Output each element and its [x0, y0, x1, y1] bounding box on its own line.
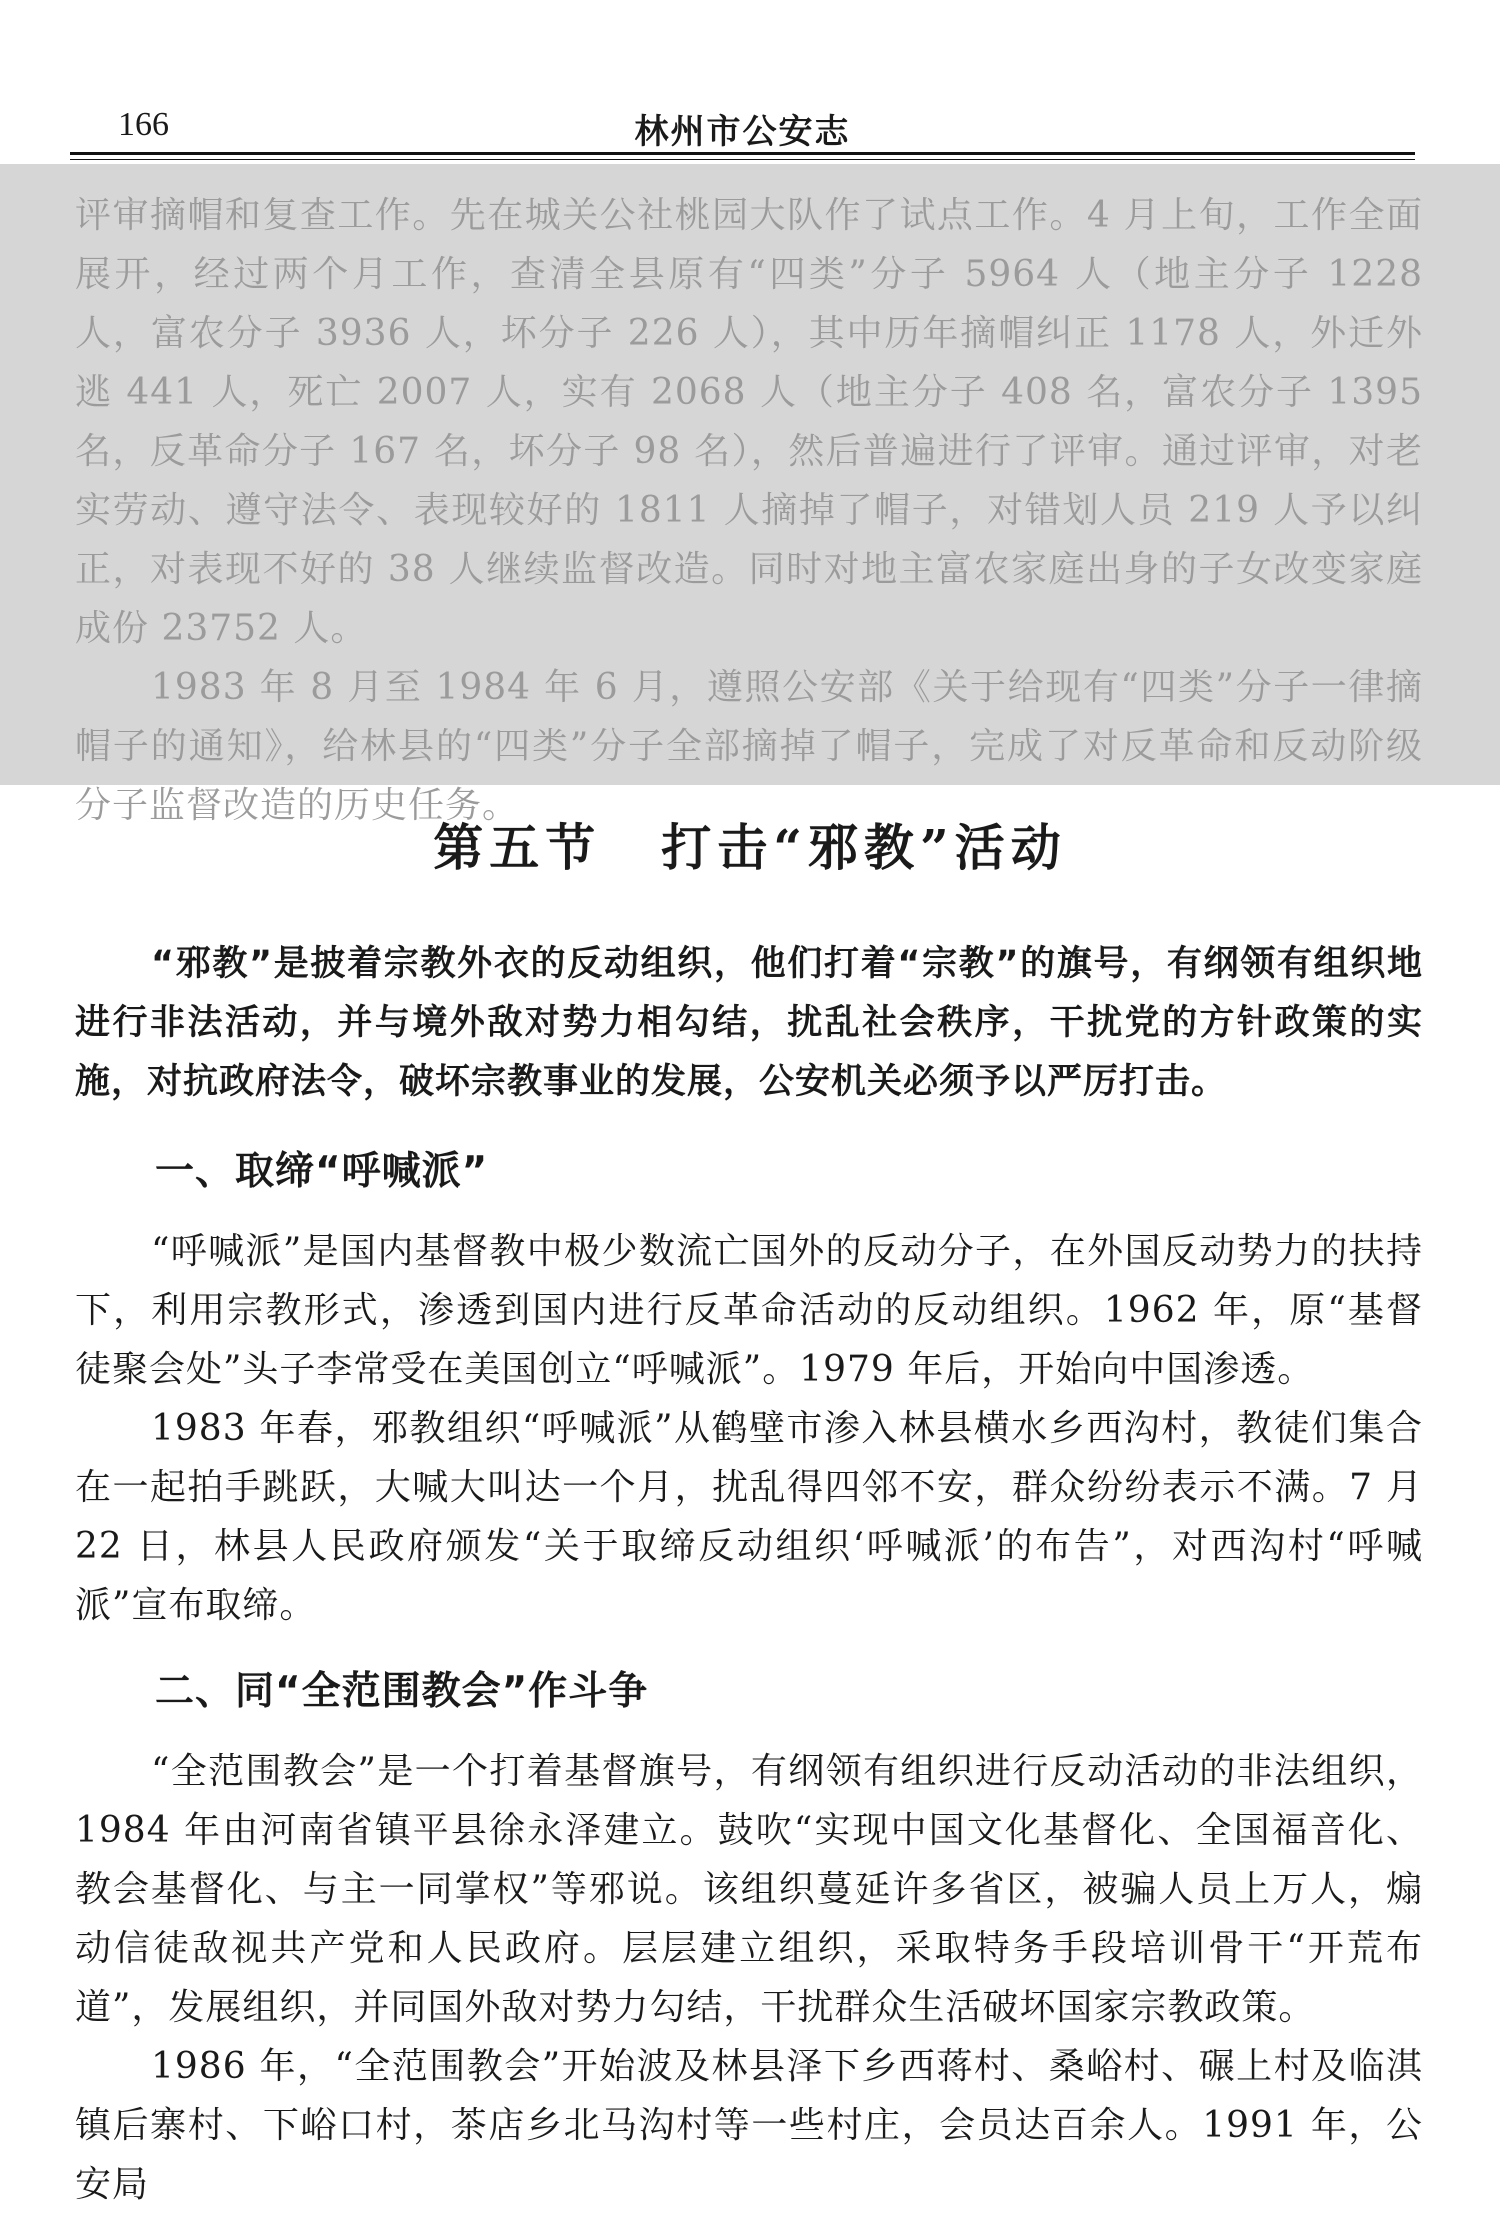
header-rule-thin: [70, 159, 1415, 160]
subsection-1-paragraph-2: 1983 年春，邪教组织“呼喊派”从鹤壁市渗入林县横水乡西沟村，教徒们集合在一起拍手跳跃，大喊大叫达一个月，扰乱得四邻不安，群众纷纷表示不满。7 月 22 日，林县人民政府颁发“关于取缔反动组织‘呼喊派’的布告”，对西沟村“呼喊派”宣布取缔。: [75, 1408, 1423, 1626]
section-intro-area: [75, 935, 1423, 1112]
faded-paragraph-1: 评审摘帽和复查工作。先在城关公社桃园大队作了试点工作。4 月上旬，工作全面展开，经过两个月工作，查清全县原有“四类”分子 5964 人（地主分子 1228 人，富农分子 3936 人，坏分子 226 人），其中历年摘帽纠正 1178 人，外迁外逃 441 人，死亡 2007 人，实有 2068 人（地主分子 408 名，富农分子 1395 名，反革命分子 167 名，坏分子 98 名），然后普遍进行了评审。通过评审，对老实劳动、遵守法令、表现较好的 1811 人摘掉了帽子，对错划人员 219 人予以纠正，对表现不好的 38 人继续监督改造。同时对地主富农家庭出身的子女改变家庭成份 23752 人。: [75, 195, 1423, 649]
page-number: 166: [118, 106, 169, 143]
section-title-text: 打击“邪教”活动: [661, 818, 1067, 877]
subsection-heading-2: 二、同“全范围教会”作斗争: [155, 1669, 649, 1714]
faded-text-block: [0, 164, 1500, 826]
page-header: [70, 98, 1415, 160]
subsection-1-paragraph-1: “呼喊派”是国内基督教中极少数流亡国外的反动分子，在外国反动势力的扶持下，利用宗教形式，渗透到国内进行反革命活动的反动组织。1962 年，原“基督徒聚会处”头子李常受在美国创立“呼喊派”。1979 年后，开始向中国渗透。: [75, 1231, 1423, 1390]
subsection-1-body: [75, 1222, 1423, 1635]
subsection-2-paragraph-1: “全范围教会”是一个打着基督旗号，有纲领有组织进行反动活动的非法组织，1984 年由河南省镇平县徐永泽建立。鼓吹“实现中国文化基督化、全国福音化、教会基督化、与主一同掌权”等邪说。该组织蔓延许多省区，被骗人员上万人，煽动信徒敌视共产党和人民政府。层层建立组织，采取特务手段培训骨干“开荒布道”，发展组织，并同国外敌对势力勾结，干扰群众生活破坏国家宗教政策。: [75, 1751, 1423, 2028]
section-intro: “邪教”是披着宗教外衣的反动组织，他们打着“宗教”的旗号，有纲领有组织地进行非法活动，并与境外敌对势力相勾结，扰乱社会秩序，干扰党的方针政策的实施，对抗政府法令，破坏宗教事业的发展，公安机关必须予以严厉打击。: [75, 944, 1423, 1102]
subsection-2-body: [75, 1742, 1423, 2214]
faded-text-area: [75, 186, 1423, 835]
subsection-2-paragraph-2: 1986 年，“全范围教会”开始波及林县泽下乡西蒋村、桑峪村、碾上村及临淇镇后寨村、下峪口村，茶店乡北马沟村等一些村庄，会员达百余人。1991 年，公安局: [75, 2046, 1423, 2205]
faded-paragraph-2: 1983 年 8 月至 1984 年 6 月，遵照公安部《关于给现有“四类”分子一律摘帽子的通知》，给林县的“四类”分子全部摘掉了帽子，完成了对反革命和反动阶级分子监督改造的历史任务。: [75, 667, 1423, 826]
header-rule: [70, 152, 1415, 155]
section-title: [0, 808, 1500, 880]
subsection-heading-1: 一、取缔“呼喊派”: [155, 1149, 489, 1194]
section-number: 第五节: [433, 818, 602, 877]
running-title: 林州市公安志: [634, 112, 851, 152]
